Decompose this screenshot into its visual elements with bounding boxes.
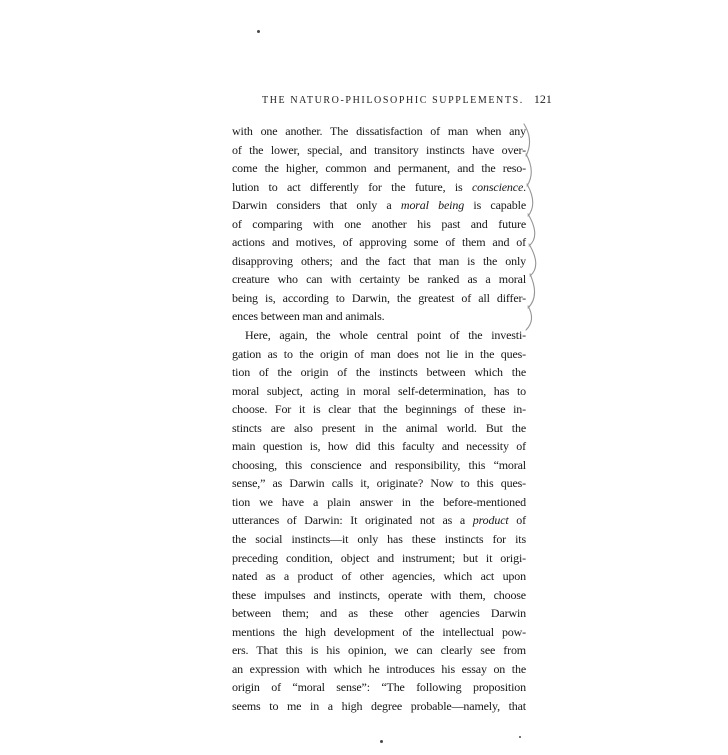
text-line: with one another. The dissatisfaction of man when any [232,124,526,138]
text-line: main question is, how did this faculty and necessity of [232,439,526,454]
text-line: actions and motives, of approving some of them and of [232,235,526,250]
text-line: sense,” as Darwin calls it, originate? Now to this ques- [232,476,526,491]
text-line: Here, again, the whole central point of the investi- [245,328,526,343]
margin-annotation-mark [520,120,546,335]
text-line: of the lower, special, and transitory instincts have over- [232,142,526,157]
text-line: lution to act differently for the future, is conscience. [232,179,526,194]
text-line: utterances of Darwin: It originated not as a product of [232,513,526,528]
scan-speck [380,740,383,743]
text-line: tion of the origin of the instincts between which the [232,365,526,380]
scan-speck [519,736,521,738]
text-line: ers. That this is his opinion, we can clearly see from [232,643,526,658]
text-line: seems to me in a high degree probable—namely, that [232,698,526,713]
text-line: choose. For it is clear that the beginnings of these in- [232,402,526,417]
text-line: come the higher, common and permanent, and the reso- [232,161,526,176]
text-line: moral subject, acting in moral self-determination, has to [232,383,526,398]
text-line: these impulses and instincts, operate with them, choose [232,587,526,602]
text-line: an expression with which he introduces his essay on the [232,661,526,676]
running-header [232,92,552,107]
text-line: nated as a product of other agencies, which act upon [232,569,526,584]
header-title: THE NATURO-PHILOSOPHIC SUPPLEMENTS. [262,95,524,106]
text-line: choosing, this conscience and responsibility, this “moral [232,457,526,472]
page-number: 121 [533,92,552,106]
text-block [232,122,526,716]
text-line: mentions the high development of the intellectual pow- [232,624,526,639]
text-line: being is, according to Darwin, the greatest of all differ- [232,290,526,305]
text-line: preceding condition, object and instrument; but it origi- [232,550,526,565]
text-line: origin of “moral sense”: “The following proposition [232,680,526,695]
scan-speck [257,30,260,33]
text-line: Darwin considers that only a moral being is capable [232,198,526,213]
text-line: disapproving others; and the fact that man is the only [232,253,526,268]
text-line: creature who can with certainty be ranked as a moral [232,272,526,287]
text-line: stincts are also present in the animal world. But the [232,420,526,435]
text-line: gation as to the origin of man does not lie in the ques- [232,346,526,361]
text-line: between them; and as these other agencies Darwin [232,606,526,621]
text-line: of comparing with one another his past and future [232,216,526,231]
text-line: tion we have a plain answer in the before-mentioned [232,494,526,509]
text-line: ences between man and animals. [232,309,385,324]
text-line: the social instincts—it only has these instincts for its [232,532,526,547]
